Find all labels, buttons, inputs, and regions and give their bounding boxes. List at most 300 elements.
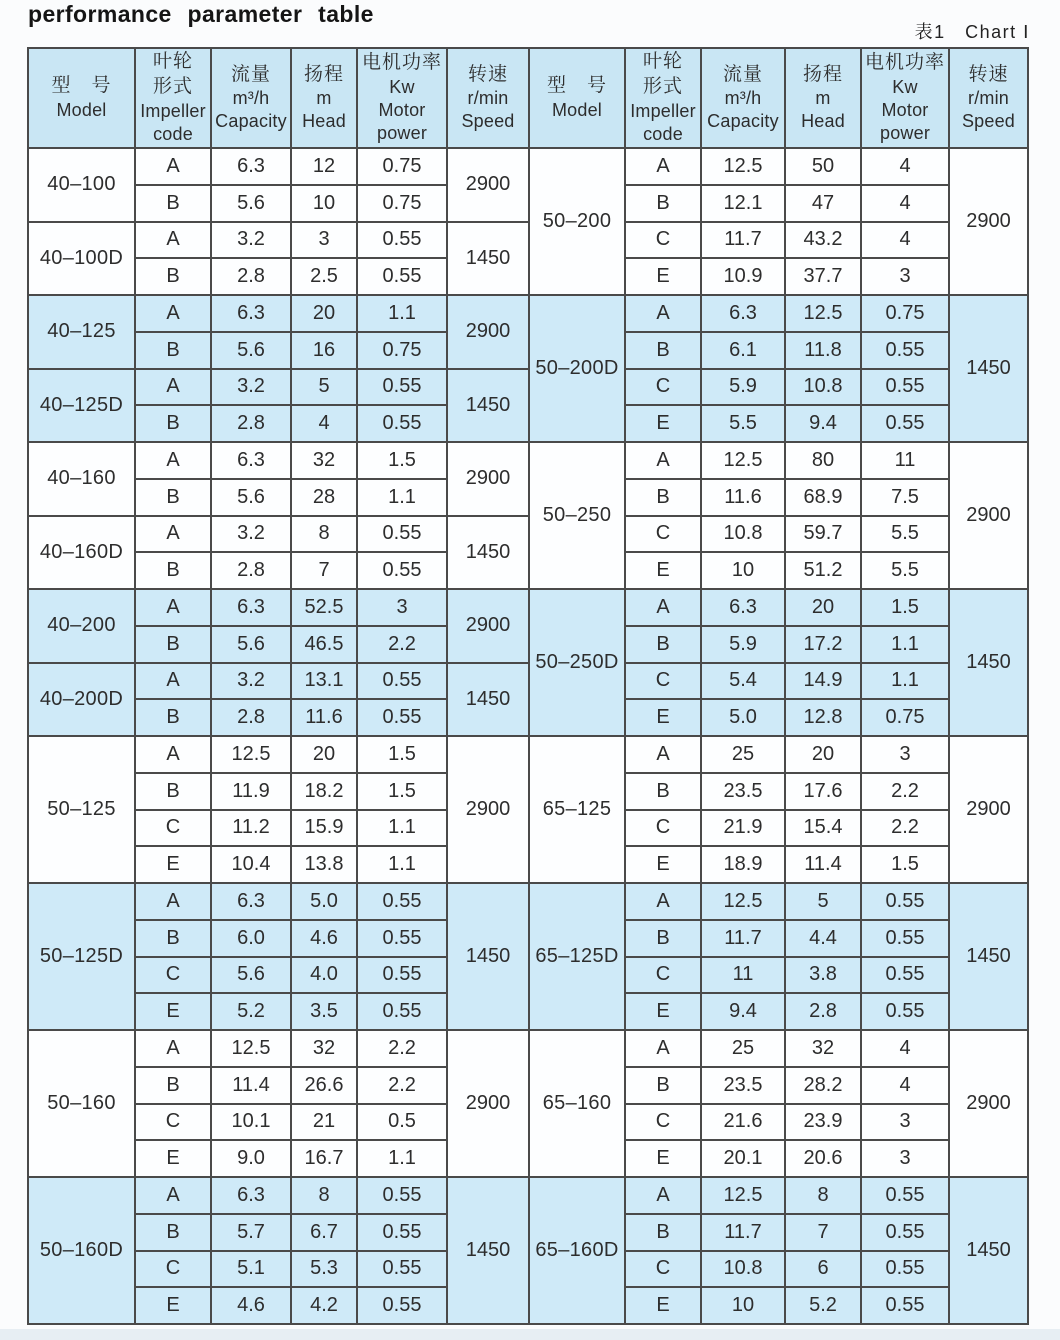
capacity-cell: 5.6 bbox=[211, 185, 291, 222]
impeller-code-cell: B bbox=[135, 332, 211, 369]
capacity-cell: 11.2 bbox=[211, 810, 291, 847]
impeller-code-cell: C bbox=[625, 1104, 701, 1141]
column-header-speed bbox=[949, 48, 1028, 148]
head-cell: 32 bbox=[291, 1030, 357, 1067]
table-row bbox=[28, 516, 1028, 553]
motor-power-cell: 0.75 bbox=[357, 148, 447, 185]
motor-power-cell: 0.55 bbox=[357, 405, 447, 442]
capacity-cell: 12.5 bbox=[701, 1177, 785, 1214]
capacity-cell: 6.3 bbox=[211, 883, 291, 920]
capacity-cell: 12.1 bbox=[701, 185, 785, 222]
header-line: 型 号 bbox=[546, 75, 607, 97]
capacity-cell: 6.1 bbox=[701, 332, 785, 369]
capacity-cell: 5.9 bbox=[701, 626, 785, 663]
head-cell: 8 bbox=[291, 516, 357, 553]
speed-cell: 2900 bbox=[949, 148, 1028, 295]
column-header-model bbox=[28, 48, 135, 148]
impeller-code-cell: C bbox=[625, 369, 701, 406]
speed-cell: 1450 bbox=[447, 1177, 529, 1324]
capacity-cell: 10.4 bbox=[211, 846, 291, 883]
model-cell: 40–125D bbox=[28, 369, 135, 443]
capacity-cell: 11.6 bbox=[701, 479, 785, 516]
model-cell: 40–100D bbox=[28, 222, 135, 296]
capacity-cell: 23.5 bbox=[701, 1067, 785, 1104]
motor-power-cell: 0.55 bbox=[861, 1214, 949, 1251]
motor-power-cell: 1.1 bbox=[357, 846, 447, 883]
capacity-cell: 11.7 bbox=[701, 920, 785, 957]
head-cell: 50 bbox=[785, 148, 861, 185]
header-line: Model bbox=[56, 99, 107, 120]
head-cell: 51.2 bbox=[785, 552, 861, 589]
header-line: m³/h bbox=[724, 88, 762, 109]
header-line: Speed bbox=[961, 111, 1016, 132]
capacity-cell: 11.4 bbox=[211, 1067, 291, 1104]
model-cell: 50–125D bbox=[28, 883, 135, 1030]
capacity-cell: 11.7 bbox=[701, 222, 785, 259]
impeller-code-cell: E bbox=[135, 993, 211, 1030]
motor-power-cell: 3 bbox=[861, 1104, 949, 1141]
head-cell: 5 bbox=[785, 883, 861, 920]
chart-label: 表1 Chart Ⅰ bbox=[914, 22, 1030, 42]
model-cell: 50–250D bbox=[529, 589, 625, 736]
impeller-code-cell: A bbox=[135, 736, 211, 773]
impeller-code-cell: A bbox=[135, 516, 211, 553]
column-header-head bbox=[785, 48, 861, 148]
impeller-code-cell: B bbox=[625, 920, 701, 957]
impeller-code-cell: C bbox=[625, 516, 701, 553]
impeller-code-cell: C bbox=[135, 810, 211, 847]
head-cell: 15.4 bbox=[785, 810, 861, 847]
column-header-motor-power bbox=[861, 48, 949, 148]
column-header-model bbox=[529, 48, 625, 148]
impeller-code-cell: C bbox=[625, 663, 701, 700]
motor-power-cell: 1.1 bbox=[357, 810, 447, 847]
capacity-cell: 5.6 bbox=[211, 479, 291, 516]
motor-power-cell: 1.1 bbox=[861, 663, 949, 700]
header-line: 扬程 bbox=[802, 63, 843, 85]
header-line: r/min bbox=[968, 88, 1009, 109]
impeller-code-cell: A bbox=[625, 148, 701, 185]
head-cell: 46.5 bbox=[291, 626, 357, 663]
capacity-cell: 25 bbox=[701, 1030, 785, 1067]
header-line: code bbox=[643, 123, 683, 144]
motor-power-cell: 0.55 bbox=[861, 1177, 949, 1214]
capacity-cell: 6.3 bbox=[701, 295, 785, 332]
capacity-cell: 2.8 bbox=[211, 405, 291, 442]
capacity-cell: 2.8 bbox=[211, 552, 291, 589]
model-cell: 50–160D bbox=[28, 1177, 135, 1324]
impeller-code-cell: A bbox=[135, 1177, 211, 1214]
impeller-code-cell: B bbox=[135, 920, 211, 957]
head-cell: 20 bbox=[291, 736, 357, 773]
head-cell: 5.0 bbox=[291, 883, 357, 920]
head-cell: 12.8 bbox=[785, 699, 861, 736]
capacity-cell: 5.0 bbox=[701, 699, 785, 736]
head-cell: 32 bbox=[785, 1030, 861, 1067]
motor-power-cell: 0.55 bbox=[357, 258, 447, 295]
head-cell: 8 bbox=[785, 1177, 861, 1214]
speed-cell: 2900 bbox=[447, 736, 529, 883]
capacity-cell: 10.8 bbox=[701, 516, 785, 553]
head-cell: 8 bbox=[291, 1177, 357, 1214]
head-cell: 4.0 bbox=[291, 957, 357, 994]
capacity-cell: 2.8 bbox=[211, 699, 291, 736]
model-cell: 50–125 bbox=[28, 736, 135, 883]
motor-power-cell: 1.1 bbox=[357, 479, 447, 516]
head-cell: 14.9 bbox=[785, 663, 861, 700]
motor-power-cell: 1.5 bbox=[357, 442, 447, 479]
capacity-cell: 9.0 bbox=[211, 1140, 291, 1177]
impeller-code-cell: A bbox=[625, 589, 701, 626]
header-line: Capacity bbox=[707, 111, 779, 132]
model-cell: 65–160 bbox=[529, 1030, 625, 1177]
speed-cell: 1450 bbox=[447, 369, 529, 443]
capacity-cell: 10.9 bbox=[701, 258, 785, 295]
speed-cell: 2900 bbox=[447, 589, 529, 663]
head-cell: 20 bbox=[291, 295, 357, 332]
impeller-code-cell: B bbox=[135, 1214, 211, 1251]
impeller-code-cell: A bbox=[135, 295, 211, 332]
head-cell: 28 bbox=[291, 479, 357, 516]
speed-cell: 1450 bbox=[949, 589, 1028, 736]
motor-power-cell: 2.2 bbox=[861, 810, 949, 847]
impeller-code-cell: E bbox=[625, 1287, 701, 1324]
motor-power-cell: 0.55 bbox=[357, 222, 447, 259]
capacity-cell: 3.2 bbox=[211, 663, 291, 700]
head-cell: 10.8 bbox=[785, 369, 861, 406]
header-line: code bbox=[153, 123, 193, 144]
head-cell: 7 bbox=[785, 1214, 861, 1251]
head-cell: 13.1 bbox=[291, 663, 357, 700]
impeller-code-cell: B bbox=[135, 185, 211, 222]
page-title: performance parameter table bbox=[28, 1, 374, 27]
motor-power-cell: 1.1 bbox=[357, 1140, 447, 1177]
capacity-cell: 5.5 bbox=[701, 405, 785, 442]
motor-power-cell: 2.2 bbox=[357, 626, 447, 663]
head-cell: 28.2 bbox=[785, 1067, 861, 1104]
column-header-head bbox=[291, 48, 357, 148]
motor-power-cell: 0.55 bbox=[357, 699, 447, 736]
motor-power-cell: 0.55 bbox=[861, 957, 949, 994]
model-cell: 40–160 bbox=[28, 442, 135, 516]
impeller-code-cell: C bbox=[625, 222, 701, 259]
motor-power-cell: 2.2 bbox=[357, 1030, 447, 1067]
header-line: m bbox=[316, 88, 332, 109]
capacity-cell: 11.7 bbox=[701, 1214, 785, 1251]
head-cell: 11.4 bbox=[785, 846, 861, 883]
model-cell: 40–200 bbox=[28, 589, 135, 663]
speed-cell: 1450 bbox=[949, 295, 1028, 442]
capacity-cell: 2.8 bbox=[211, 258, 291, 295]
capacity-cell: 3.2 bbox=[211, 516, 291, 553]
header-line: 转速 bbox=[467, 63, 508, 85]
table-row bbox=[28, 148, 1028, 185]
capacity-cell: 4.6 bbox=[211, 1287, 291, 1324]
motor-power-cell: 2.2 bbox=[861, 773, 949, 810]
motor-power-cell: 0.55 bbox=[861, 1251, 949, 1288]
capacity-cell: 6.3 bbox=[211, 442, 291, 479]
header-line: power bbox=[376, 122, 428, 143]
table-body bbox=[28, 148, 1028, 1324]
motor-power-cell: 1.1 bbox=[861, 626, 949, 663]
header-line: power bbox=[879, 122, 931, 143]
speed-cell: 2900 bbox=[447, 295, 529, 369]
column-header-impeller-code bbox=[625, 48, 701, 148]
table-row bbox=[28, 1177, 1028, 1214]
capacity-cell: 5.6 bbox=[211, 626, 291, 663]
capacity-cell: 12.5 bbox=[211, 736, 291, 773]
impeller-code-cell: A bbox=[625, 736, 701, 773]
impeller-code-cell: E bbox=[625, 405, 701, 442]
header-line: Motor bbox=[881, 99, 929, 120]
speed-cell: 2900 bbox=[447, 148, 529, 222]
motor-power-cell: 5.5 bbox=[861, 552, 949, 589]
capacity-cell: 11.9 bbox=[211, 773, 291, 810]
header-line: 形式 bbox=[642, 75, 683, 97]
table-row bbox=[28, 589, 1028, 626]
impeller-code-cell: B bbox=[625, 626, 701, 663]
capacity-cell: 3.2 bbox=[211, 222, 291, 259]
impeller-code-cell: C bbox=[625, 1251, 701, 1288]
capacity-cell: 23.5 bbox=[701, 773, 785, 810]
motor-power-cell: 3 bbox=[861, 258, 949, 295]
header-line: Speed bbox=[461, 111, 515, 132]
header-line: Kw bbox=[389, 76, 415, 97]
impeller-code-cell: B bbox=[625, 185, 701, 222]
impeller-code-cell: C bbox=[625, 957, 701, 994]
speed-cell: 2900 bbox=[949, 736, 1028, 883]
motor-power-cell: 0.55 bbox=[861, 1287, 949, 1324]
capacity-cell: 10.8 bbox=[701, 1251, 785, 1288]
impeller-code-cell: E bbox=[625, 993, 701, 1030]
model-cell: 50–160 bbox=[28, 1030, 135, 1177]
impeller-code-cell: A bbox=[625, 1030, 701, 1067]
motor-power-cell: 1.1 bbox=[357, 295, 447, 332]
header-line: Impeller bbox=[630, 100, 696, 121]
impeller-code-cell: A bbox=[625, 883, 701, 920]
capacity-cell: 5.9 bbox=[701, 369, 785, 406]
motor-power-cell: 0.55 bbox=[861, 883, 949, 920]
head-cell: 20.6 bbox=[785, 1140, 861, 1177]
motor-power-cell: 3 bbox=[861, 1140, 949, 1177]
model-cell: 50–200 bbox=[529, 148, 625, 295]
head-cell: 5.2 bbox=[785, 1287, 861, 1324]
motor-power-cell: 0.55 bbox=[357, 957, 447, 994]
capacity-cell: 10.1 bbox=[211, 1104, 291, 1141]
motor-power-cell: 1.5 bbox=[357, 773, 447, 810]
model-cell: 40–100 bbox=[28, 148, 135, 222]
speed-cell: 2900 bbox=[949, 1030, 1028, 1177]
impeller-code-cell: E bbox=[135, 846, 211, 883]
header-line: r/min bbox=[467, 88, 509, 109]
page-header bbox=[28, 0, 1030, 47]
head-cell: 17.2 bbox=[785, 626, 861, 663]
capacity-cell: 11 bbox=[701, 957, 785, 994]
impeller-code-cell: E bbox=[625, 1140, 701, 1177]
column-header-impeller-code bbox=[135, 48, 211, 148]
speed-cell: 2900 bbox=[447, 442, 529, 516]
head-cell: 9.4 bbox=[785, 405, 861, 442]
header-line: m³/h bbox=[232, 88, 270, 109]
motor-power-cell: 11 bbox=[861, 442, 949, 479]
impeller-code-cell: B bbox=[625, 479, 701, 516]
motor-power-cell: 0.55 bbox=[861, 369, 949, 406]
motor-power-cell: 3 bbox=[357, 589, 447, 626]
impeller-code-cell: A bbox=[135, 883, 211, 920]
capacity-cell: 21.6 bbox=[701, 1104, 785, 1141]
motor-power-cell: 0.55 bbox=[357, 1287, 447, 1324]
impeller-code-cell: E bbox=[625, 699, 701, 736]
capacity-cell: 5.6 bbox=[211, 332, 291, 369]
head-cell: 47 bbox=[785, 185, 861, 222]
head-cell: 26.6 bbox=[291, 1067, 357, 1104]
motor-power-cell: 0.5 bbox=[357, 1104, 447, 1141]
head-cell: 12 bbox=[291, 148, 357, 185]
header-line: Capacity bbox=[215, 111, 287, 132]
model-cell: 65–125D bbox=[529, 883, 625, 1030]
head-cell: 4.4 bbox=[785, 920, 861, 957]
capacity-cell: 6.3 bbox=[211, 1177, 291, 1214]
motor-power-cell: 0.55 bbox=[357, 516, 447, 553]
speed-cell: 1450 bbox=[949, 1177, 1028, 1324]
head-cell: 21 bbox=[291, 1104, 357, 1141]
impeller-code-cell: B bbox=[625, 1067, 701, 1104]
header-line: Head bbox=[302, 111, 346, 132]
header-line: 电机功率 bbox=[864, 52, 945, 74]
capacity-cell: 3.2 bbox=[211, 369, 291, 406]
impeller-code-cell: A bbox=[135, 1030, 211, 1067]
head-cell: 43.2 bbox=[785, 222, 861, 259]
head-cell: 7 bbox=[291, 552, 357, 589]
impeller-code-cell: A bbox=[135, 663, 211, 700]
head-cell: 20 bbox=[785, 736, 861, 773]
capacity-cell: 5.4 bbox=[701, 663, 785, 700]
model-cell: 65–125 bbox=[529, 736, 625, 883]
motor-power-cell: 0.55 bbox=[357, 883, 447, 920]
head-cell: 11.6 bbox=[291, 699, 357, 736]
impeller-code-cell: E bbox=[135, 1287, 211, 1324]
motor-power-cell: 0.55 bbox=[357, 1214, 447, 1251]
head-cell: 2.8 bbox=[785, 993, 861, 1030]
impeller-code-cell: C bbox=[135, 957, 211, 994]
bottom-edge-strip bbox=[0, 1329, 1060, 1340]
table-row bbox=[28, 736, 1028, 773]
impeller-code-cell: C bbox=[135, 1251, 211, 1288]
head-cell: 3.8 bbox=[785, 957, 861, 994]
header-line: 叶轮 bbox=[152, 51, 193, 73]
header-line: Kw bbox=[892, 76, 918, 97]
table-row bbox=[28, 1030, 1028, 1067]
head-cell: 13.8 bbox=[291, 846, 357, 883]
capacity-cell: 6.3 bbox=[211, 589, 291, 626]
header-line: 型 号 bbox=[51, 75, 112, 97]
head-cell: 23.9 bbox=[785, 1104, 861, 1141]
motor-power-cell: 4 bbox=[861, 222, 949, 259]
head-cell: 6 bbox=[785, 1251, 861, 1288]
impeller-code-cell: B bbox=[625, 332, 701, 369]
impeller-code-cell: C bbox=[135, 1104, 211, 1141]
impeller-code-cell: E bbox=[625, 846, 701, 883]
head-cell: 3.5 bbox=[291, 993, 357, 1030]
capacity-cell: 10 bbox=[701, 1287, 785, 1324]
model-cell: 50–250 bbox=[529, 442, 625, 589]
head-cell: 15.9 bbox=[291, 810, 357, 847]
head-cell: 2.5 bbox=[291, 258, 357, 295]
head-cell: 16 bbox=[291, 332, 357, 369]
impeller-code-cell: B bbox=[135, 258, 211, 295]
table-row bbox=[28, 369, 1028, 406]
header-line: 流量 bbox=[230, 63, 271, 85]
head-cell: 59.7 bbox=[785, 516, 861, 553]
table-row bbox=[28, 295, 1028, 332]
impeller-code-cell: A bbox=[135, 148, 211, 185]
speed-cell: 2900 bbox=[949, 442, 1028, 589]
impeller-code-cell: B bbox=[625, 773, 701, 810]
model-cell: 50–200D bbox=[529, 295, 625, 442]
motor-power-cell: 1.5 bbox=[357, 736, 447, 773]
model-cell: 65–160D bbox=[529, 1177, 625, 1324]
impeller-code-cell: B bbox=[135, 552, 211, 589]
motor-power-cell: 4 bbox=[861, 148, 949, 185]
speed-cell: 1450 bbox=[447, 663, 529, 737]
capacity-cell: 20.1 bbox=[701, 1140, 785, 1177]
head-cell: 80 bbox=[785, 442, 861, 479]
head-cell: 17.6 bbox=[785, 773, 861, 810]
header-line: 扬程 bbox=[303, 63, 344, 85]
table-row bbox=[28, 883, 1028, 920]
header-line: m bbox=[815, 88, 831, 109]
motor-power-cell: 0.55 bbox=[357, 920, 447, 957]
impeller-code-cell: B bbox=[135, 699, 211, 736]
motor-power-cell: 0.55 bbox=[357, 993, 447, 1030]
header-row bbox=[28, 48, 1028, 148]
motor-power-cell: 4 bbox=[861, 1067, 949, 1104]
speed-cell: 1450 bbox=[447, 222, 529, 296]
column-header-motor-power bbox=[357, 48, 447, 148]
impeller-code-cell: A bbox=[625, 442, 701, 479]
impeller-code-cell: B bbox=[135, 405, 211, 442]
speed-cell: 2900 bbox=[447, 1030, 529, 1177]
header-line: Motor bbox=[378, 99, 426, 120]
impeller-code-cell: A bbox=[625, 1177, 701, 1214]
motor-power-cell: 2.2 bbox=[357, 1067, 447, 1104]
capacity-cell: 5.2 bbox=[211, 993, 291, 1030]
impeller-code-cell: A bbox=[135, 442, 211, 479]
capacity-cell: 12.5 bbox=[701, 442, 785, 479]
model-cell: 40–160D bbox=[28, 516, 135, 590]
header-line: 形式 bbox=[152, 75, 193, 97]
impeller-code-cell: C bbox=[625, 810, 701, 847]
capacity-cell: 21.9 bbox=[701, 810, 785, 847]
head-cell: 52.5 bbox=[291, 589, 357, 626]
table-row bbox=[28, 663, 1028, 700]
capacity-cell: 6.3 bbox=[211, 295, 291, 332]
motor-power-cell: 0.55 bbox=[357, 552, 447, 589]
motor-power-cell: 7.5 bbox=[861, 479, 949, 516]
capacity-cell: 6.0 bbox=[211, 920, 291, 957]
head-cell: 37.7 bbox=[785, 258, 861, 295]
speed-cell: 1450 bbox=[447, 883, 529, 1030]
motor-power-cell: 1.5 bbox=[861, 589, 949, 626]
motor-power-cell: 5.5 bbox=[861, 516, 949, 553]
motor-power-cell: 0.75 bbox=[357, 185, 447, 222]
head-cell: 4.2 bbox=[291, 1287, 357, 1324]
motor-power-cell: 0.75 bbox=[357, 332, 447, 369]
header-line: 转速 bbox=[968, 63, 1009, 85]
motor-power-cell: 4 bbox=[861, 185, 949, 222]
table-header bbox=[28, 48, 1028, 148]
motor-power-cell: 0.55 bbox=[357, 1251, 447, 1288]
